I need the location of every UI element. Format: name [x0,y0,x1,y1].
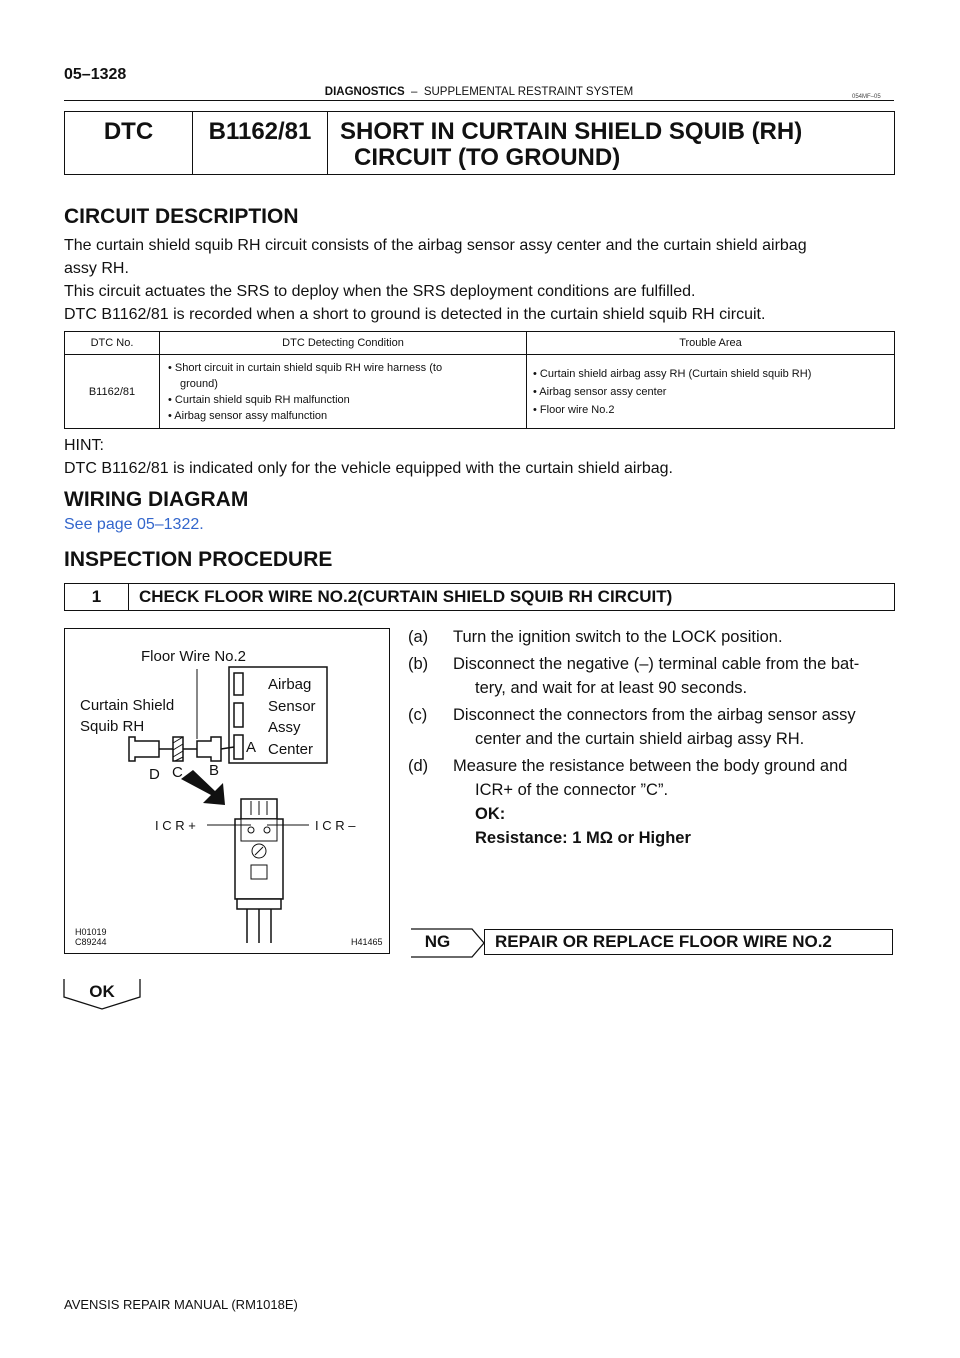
dtc-table [64,331,895,429]
condition-item: • Short circuit in curtain shield squib RH wire harness (to [168,361,443,374]
condition-item: ground) [180,377,218,390]
dtc-title [328,112,894,174]
ok-label: OK: [475,805,506,823]
label-airbag-line3: Assy [268,719,301,736]
wire-b-a [221,747,234,749]
ng-label: NG [424,932,451,951]
step-box [64,583,895,611]
figure-code: C89244 [75,937,107,947]
step-text-line: ICR+ of the connector ”C”. [475,781,669,799]
label-curtain-line2: Squib RH [80,718,145,735]
label-icr-minus: I C R – [315,818,356,833]
label-airbag-sensor [268,674,316,760]
circuit-desc-p1-line2: assy RH. [64,260,129,277]
area-item: • Floor wire No.2 [533,403,615,416]
step-label: (b) [408,655,429,673]
ok-value: Resistance: 1 MΩ or Higher [475,829,691,847]
ok-result-label: OK [89,982,115,1001]
step-text-line: center and the curtain shield airbag assy RH. [475,730,805,748]
condition-item: • Airbag sensor assy malfunction [168,409,328,422]
header-subsection: SUPPLEMENTAL RESTRAINT SYSTEM [423,86,634,98]
hint-label: HINT: [64,437,104,454]
label-airbag-line4: Center [268,740,314,758]
trouble-area-cell [527,355,895,429]
circuit-desc-p2: This circuit actuates the SRS to deploy when the SRS deployment conditions are fulfilled. [64,283,696,300]
step-label: (c) [408,706,428,724]
circuit-description-heading: CIRCUIT DESCRIPTION [64,205,299,228]
table-row [65,355,895,429]
dtc-title-line1: SHORT IN CURTAIN SHIELD SQUIB (RH) [340,118,803,145]
step-text [453,703,856,751]
document-code: 054MF–05 [852,94,881,100]
step-label: (d) [408,757,429,775]
circuit-desc-p1-line1: The curtain shield squib RH circuit consists of the airbag sensor assy center and the curtain shield airbag [64,237,807,254]
condition-item: • Curtain shield squib RH malfunction [168,393,350,406]
step-text [453,652,859,700]
step-text [453,754,847,850]
connector-d [129,737,159,761]
step-text-line: Disconnect the connectors from the airbag sensor assy [453,706,856,724]
step-label: (a) [408,628,429,646]
wiring-diagram-link[interactable]: See page 05–1322. [64,516,204,533]
table-header: DTC Detecting Condition [160,332,527,355]
procedure-step-d [408,754,898,850]
step-title: CHECK FLOOR WIRE NO.2(CURTAIN SHIELD SQUIB RH CIRCUIT) [139,587,673,606]
step-text: Turn the ignition switch to the LOCK position. [453,628,783,646]
terminal-block [241,819,277,841]
detecting-condition-cell [160,355,527,429]
hint-text: DTC B1162/81 is indicated only for the vehicle equipped with the curtain shield airbag. [64,460,673,477]
step-number: 1 [65,584,129,610]
page-number: 05–1328 [64,66,127,83]
connector-b [197,737,221,761]
circuit-description [64,234,896,326]
running-header [64,86,894,98]
footer-text: AVENSIS REPAIR MANUAL (RM1018E) [64,1297,298,1312]
step-text-line: Measure the resistance between the body ground and [453,757,848,775]
procedure-step-b [408,652,898,700]
table-header: Trouble Area [527,332,895,355]
hint-block [64,434,896,480]
sensor-connector-slot [234,673,243,695]
sensor-connector-slot [234,703,243,727]
label-connector-c: C [172,764,183,781]
procedure-step-c [408,703,898,751]
label-connector-d: D [149,766,160,783]
connector-illustration [64,628,390,954]
sensor-connector-slot [234,735,243,759]
inspection-procedure-heading: INSPECTION PROCEDURE [64,548,333,571]
illustration-drawing [65,629,389,953]
dtc-code: B1162/81 [193,112,328,174]
step-text-line: tery, and wait for at least 90 seconds. [475,679,748,697]
dtc-number-cell: B1162/81 [65,355,160,429]
area-item: • Curtain shield airbag assy RH (Curtain shield squib RH) [533,367,812,380]
figure-code: H01019 [75,927,107,937]
label-airbag-line1: Airbag [268,676,312,693]
table-header-row [65,332,895,355]
label-connector-a: A [246,739,257,756]
label-connector-b: B [209,762,220,779]
ng-action-box: REPAIR OR REPLACE FLOOR WIRE NO.2 [484,929,893,955]
area-item: • Airbag sensor assy center [533,385,667,398]
header-section: DIAGNOSTICS [324,86,405,98]
dtc-title-box [64,111,895,175]
procedure-steps [408,625,898,850]
table-header: DTC No. [65,332,160,355]
header-rule [64,100,894,101]
label-curtain-shield [80,695,174,737]
dtc-title-line2: CIRCUIT (TO GROUND) [354,144,621,171]
header-separator: – [411,86,418,98]
step-text-line: Disconnect the negative (–) terminal cable from the bat- [453,655,860,673]
label-curtain-line1: Curtain Shield [80,697,175,714]
dtc-label: DTC [65,112,193,174]
label-icr-plus: I C R + [155,818,196,833]
figure-code: H41465 [351,937,383,947]
connector-base [237,899,281,909]
procedure-step-a [408,625,898,649]
figure-codes [75,927,107,947]
label-floor-wire: Floor Wire No.2 [141,648,247,665]
circuit-desc-p3: DTC B1162/81 is recorded when a short to ground is detected in the curtain shield squib RH circuit. [64,306,766,323]
label-airbag-line2: Sensor [268,697,316,715]
wiring-diagram-heading: WIRING DIAGRAM [64,488,249,511]
